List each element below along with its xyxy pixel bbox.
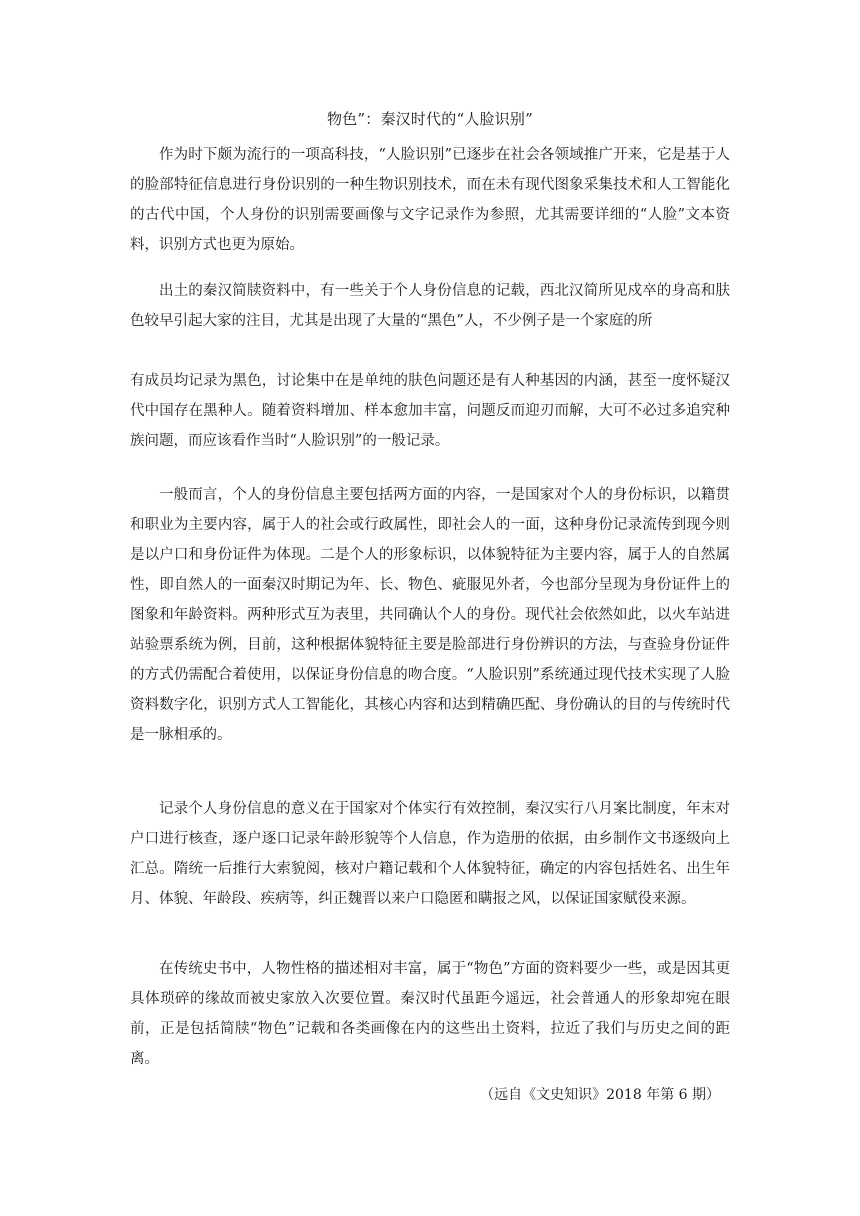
article-title: 物色”：秦汉时代的“人脸识别” [326, 110, 533, 128]
paragraph-2b-text: 有成员均记录为黑色，讨论集中在是单纯的肤色问题还是有人种基因的内涵，甚至一度怀疑汉代中国存在黑种人。随着资料增加、样本愈加丰富，问题反而迎刃而解，大可不必过多追究种族问题，而应该看作当时“人脸识别”的一般记录。 [130, 373, 730, 449]
paragraph-5-text: 在传统史书中，人物性格的描述相对丰富，属于“物色”方面的资料要少一些，或是因其更具体琐碎的缘故而被史家放入次要位置。秦汉时代虽距今遥远，社会普通人的形象却宛在眼前，正是包括简牍“物色”记载和各类画像在内的这些出土资料，拉近了我们与历史之间的距离。 [130, 961, 730, 1067]
paragraph-2-first-part [130, 276, 730, 336]
paragraph-1 [130, 140, 730, 260]
source-citation: （远自《文史知识》2018 年第 6 期） [480, 1087, 720, 1103]
paragraph-5 [130, 954, 730, 1074]
paragraph-2-second-part [130, 366, 730, 456]
paragraph-3 [130, 480, 730, 750]
paragraph-2a-text: 出土的秦汉简牍资料中，有一些关于个人身份信息的记载，西北汉简所见戍卒的身高和肤色较早引起大家的注目，尤其是出现了大量的“黑色”人，不少例子是一个家庭的所 [130, 283, 730, 329]
paragraph-4-text: 记录个人身份信息的意义在于国家对个体实行有效控制，秦汉实行八月案比制度，年末对户口进行核查，逐户逐口记录年龄形貌等个人信息，作为造册的依据，由乡制作文书逐级向上汇总。隋统一后推行大索貌阅，核对户籍记载和个人体貌特征，确定的内容包括姓名、出生年月、体貌、年龄段、疾病等，纠正魏晋以来户口隐匿和瞒报之风，以保证国家赋役来源。 [130, 801, 730, 907]
paragraph-4 [130, 794, 730, 914]
paragraph-1-text: 作为时下颇为流行的一项高科技，“人脸识别”已逐步在社会各领域推广开来，它是基于人的脸部特征信息进行身份识别的一种生物识别技术，而在未有现代图象采集技术和人工智能化的古代中国，个人身份的识别需要画像与文字记录作为参照，尤其需要详细的“人脸”文本资料，识别方式也更为原始。 [130, 147, 730, 253]
paragraph-3-text: 一般而言，个人的身份信息主要包括两方面的内容，一是国家对个人的身份标识，以籍贯和职业为主要内容，属于人的社会或行政属性，即社会人的一面，这种身份记录流传到现今则是以户口和身份证件为体现。二是个人的形象标识，以体貌特征为主要内容，属于人的自然属性，即自然人的一面秦汉时期记为年、长、物色、疵服见外者，今也部分呈现为身份证件上的图象和年龄资料。两种形式互为表里，共同确认个人的身份。现代社会依然如此，以火车站进站验票系统为例，目前，这种根据体貌特征主要是脸部进行身份辨识的方法，与查验身份证件的方式仍需配合着使用，以保证身份信息的吻合度。“人脸识别”系统通过现代技术实现了人脸资料数字化，识别方式人工智能化，其核心内容和达到精确匹配、身份确认的目的与传统时代是一脉相承的。 [130, 487, 730, 743]
